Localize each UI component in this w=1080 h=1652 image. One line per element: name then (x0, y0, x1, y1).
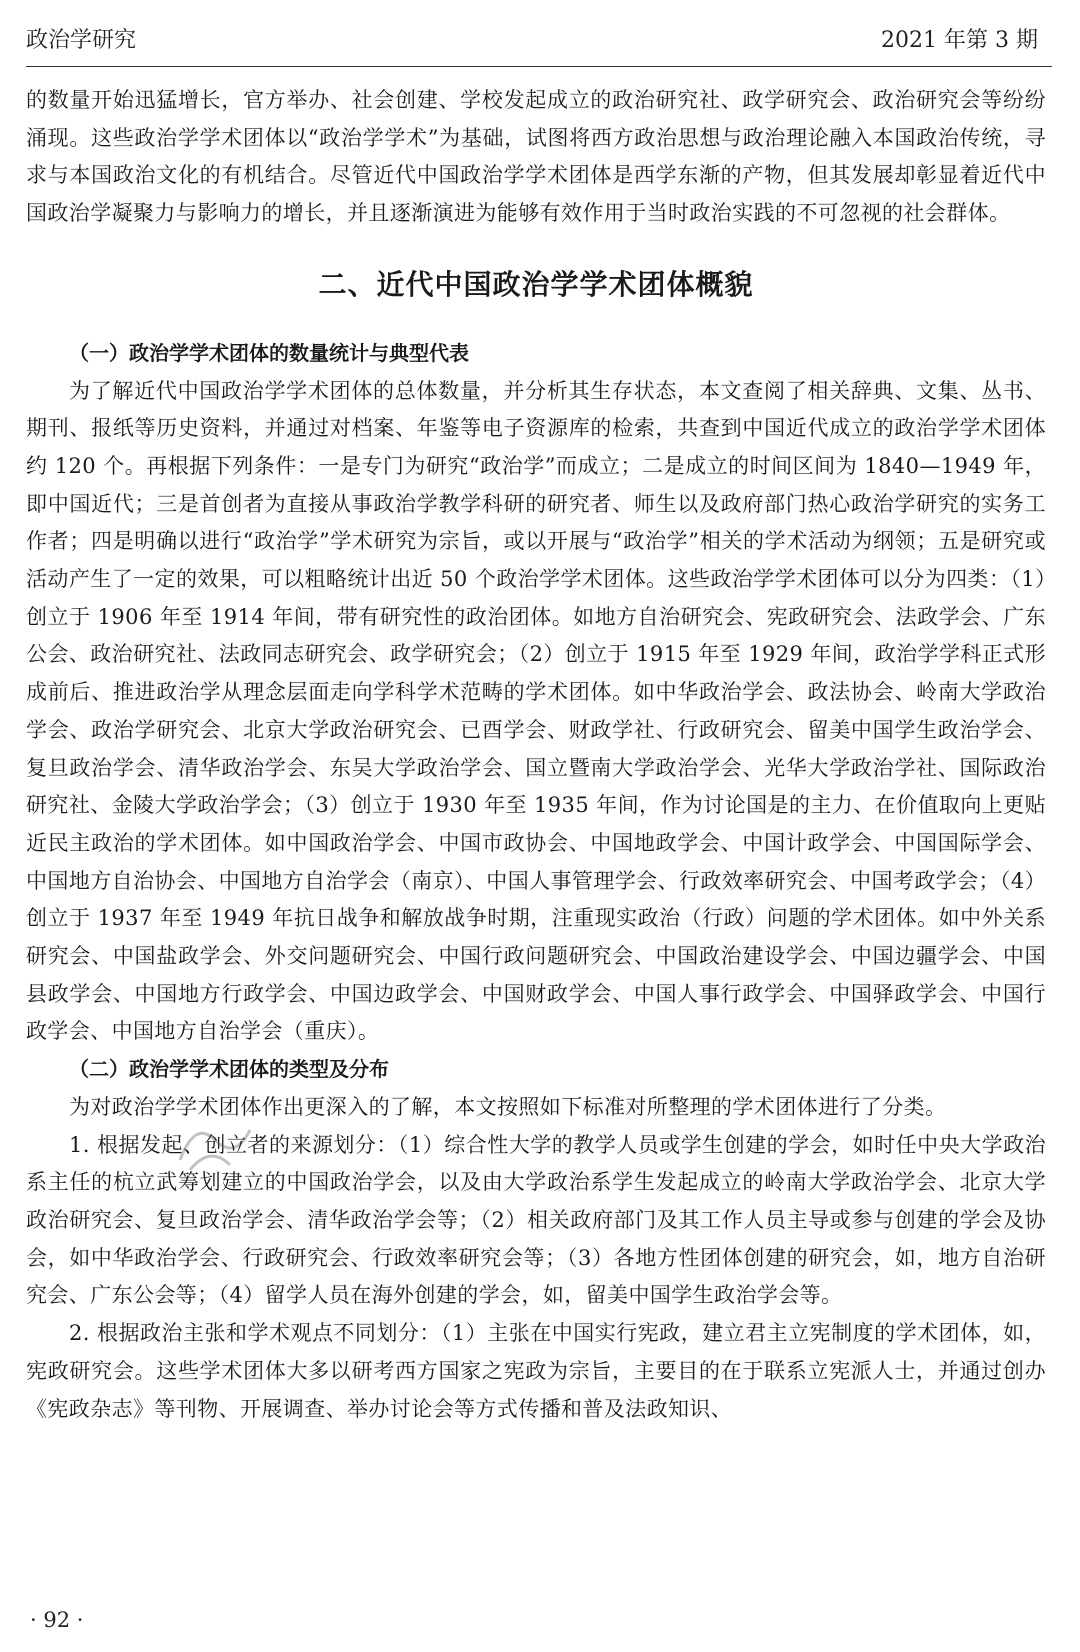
journal-title: 政治学研究 (26, 27, 137, 53)
issue-label: 2021 年第 3 期 (881, 27, 1038, 53)
faint-stamp-mark (170, 1110, 260, 1180)
section-heading: 二、近代中国政治学学术团体概貌 (318, 267, 754, 301)
paragraph-classification-views: 2. 根据政治主张和学术观点不同划分：（1）主张在中国实行宪政，建立君主立宪制度的学术团体，如，宪政研究会。这些学术团体大多以研考西方国家之宪政为宗旨，主要目的在于联系立宪派人士，并通过创办《宪政杂志》等刊物、开展调查、举办讨论会等方式传播和普及法政知识、 (26, 1321, 1046, 1421)
subsection-heading-2: （二）政治学学术团体的类型及分布 (69, 1057, 389, 1082)
article-body (26, 82, 1046, 1428)
paragraph-classification-intro: 为对政治学学术团体作出更深入的了解，本文按照如下标准对所整理的学术团体进行了分类。 (69, 1094, 947, 1119)
intro-paragraph: 的数量开始迅猛增长，官方举办、社会创建、学校发起成立的政治研究社、政学研究会、政治研究会等纷纷涌现。这些政治学学术团体以“政治学学术”为基础，试图将西方政治思想与政治理论融入本国政治传统，寻求与本国政治文化的有机结合。尽管近代中国政治学学术团体是西学东渐的产物，但其发展却彰显着近代中国政治学凝聚力与影响力的增长，并且逐渐演进为能够有效作用于当时政治实践的不可忽视的社会群体。 (26, 88, 1046, 226)
header-divider (26, 66, 1052, 67)
subsection-heading-1: （一）政治学学术团体的数量统计与典型代表 (69, 340, 469, 365)
running-header (26, 18, 1038, 58)
page-number: · 92 · (30, 1608, 84, 1632)
paragraph-statistics: 为了解近代中国政治学学术团体的总体数量，并分析其生存状态，本文查阅了相关辞典、文集、丛书、期刊、报纸等历史资料，并通过对档案、年鉴等电子资源库的检索，共查到中国近代成立的政治学学术团体约 120 个。再根据下列条件：一是专门为研究“政治学”而成立；二是成立的时间区间为 1840—1949 年，即中国近代；三是首创者为直接从事政治学教学科研的研究者、师生以及政府部门热心政治学研究的实务工作者；四是明确以进行“政治学”学术研究为宗旨，或以开展与“政治学”相关的学术活动为纲领；五是研究或活动产生了一定的效果，可以粗略统计出近 50 个政治学学术团体。这些政治学学术团体可以分为四类：（1）创立于 1906 年至 1914 年间，带有研究性的政治团体。如地方自治研究会、宪政研究会、法政学会、广东公会、政治研究社、法政同志研究会、政学研究会；（2）创立于 1915 年至 1929 年间，政治学学科正式形成前后、推进政治学从理念层面走向学科学术范畴的学术团体。如中华政治学会、政法协会、岭南大学政治学会、政治学研究会、北京大学政治研究会、已酉学会、财政学社、行政研究会、留美中国学生政治学会、复旦政治学会、清华政治学会、东吴大学政治学会、国立暨南大学政治学会、光华大学政治学社、国际政治研究社、金陵大学政治学会；（3）创立于 1930 年至 1935 年间，作为讨论国是的主力、在价值取向上更贴近民主政治的学术团体。如中国政治学会、中国市政协会、中国地政学会、中国计政学会、中国国际学会、中国地方自治协会、中国地方自治学会（南京）、中国人事管理学会、行政效率研究会、中国考政学会；（4）创立于 1937 年至 1949 年抗日战争和解放战争时期，注重现实政治（行政）问题的学术团体。如中外关系研究会、中国盐政学会、外交问题研究会、中国行政问题研究会、中国政治建设学会、中国边疆学会、中国县政学会、中国地方行政学会、中国边政学会、中国财政学会、中国人事行政学会、中国驿政学会、中国行政学会、中国地方自治学会（重庆）。 (26, 378, 1046, 1044)
paragraph-classification-founders: 1. 根据发起、创立者的来源划分：（1）综合性大学的教学人员或学生创建的学会，如时任中央大学政治系主任的杭立武筹划建立的中国政治学会，以及由大学政治系学生发起成立的岭南大学政治学会、北京大学政治研究会、复旦政治学会、清华政治学会等；（2）相关政府部门及其工作人员主导或参与创建的学会及协会，如中华政治学会、行政研究会、行政效率研究会等；（3）各地方性团体创建的研究会，如，地方自治研究会、广东公会等；（4）留学人员在海外创建的学会，如，留美中国学生政治学会等。 (26, 1132, 1046, 1308)
